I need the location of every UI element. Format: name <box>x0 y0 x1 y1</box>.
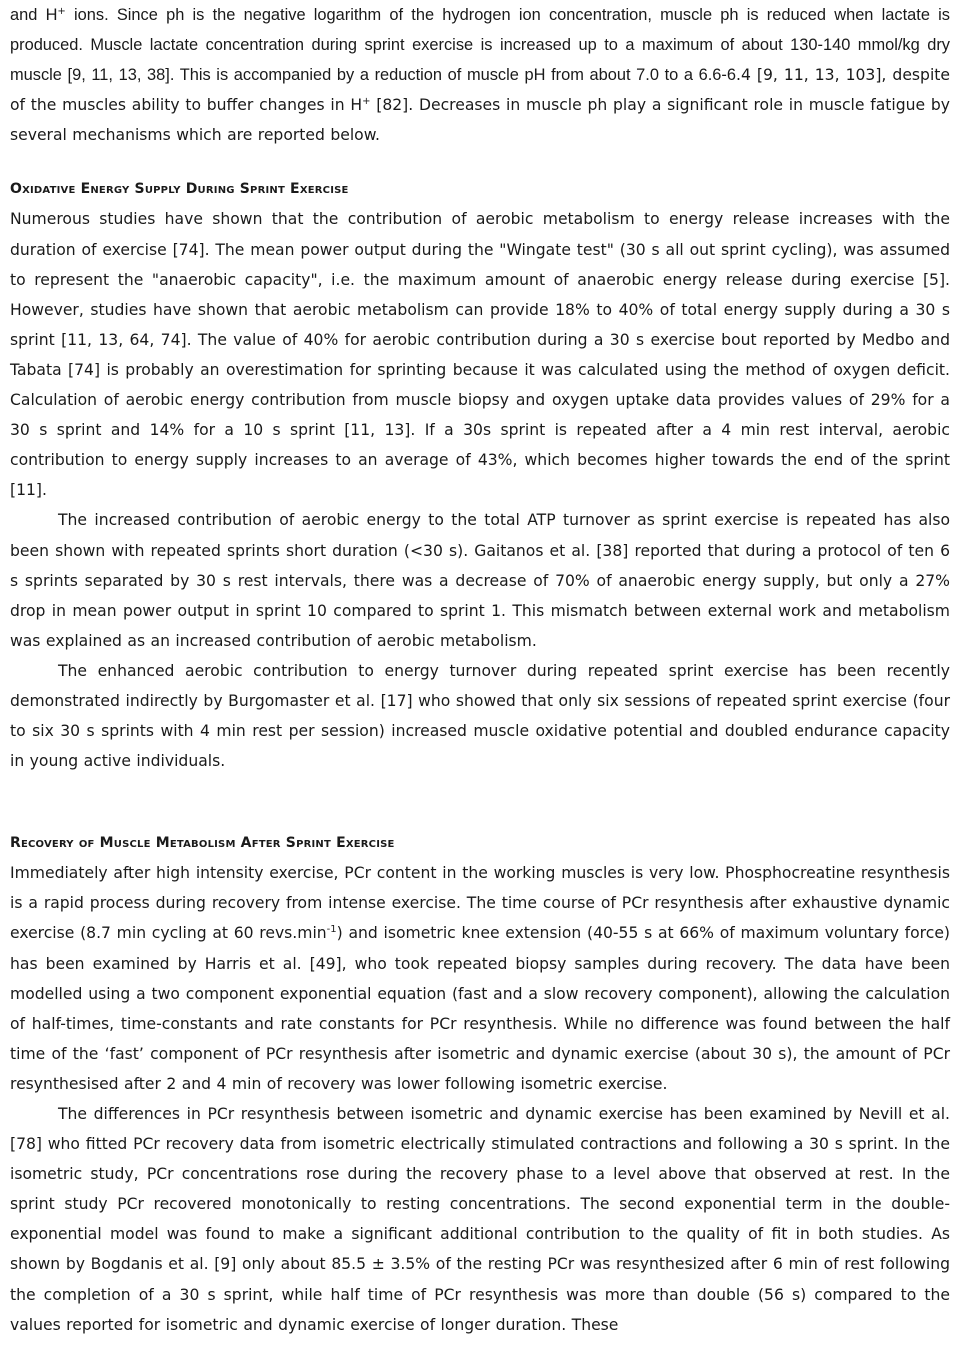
intro-text-d: .4 [9, 11, 13, 103], despite of the muscles ability to buffer changes in H <box>10 66 950 115</box>
section-heading-recovery: Recovery of Muscle Metabolism After Sprint Exercise <box>10 835 395 852</box>
superscript: + <box>57 6 66 17</box>
section-heading-oxidative: Oxidative Energy Supply During Sprint Exercise <box>10 181 349 198</box>
intro-paragraph <box>10 0 950 150</box>
intro-text-a: and H <box>10 6 58 24</box>
paragraph-text: ) and isometric knee extension (40-55 s at 66% of maximum voluntary force) has been examined by Harris et al. [49], who took repeated biopsy samples during recovery. The data have been modelled using a two component exponential equation (fast and a slow recovery component), allowing the calculation of half-times, time-constants and rate constants for PCr resynthesis. While no difference was found between the half time of the ‘fast’ component of PCr resynthesis after isometric and dynamic exercise (about 30 s), the amount of PCr resynthesised after 2 and 4 min of recovery was lower following isometric exercise. <box>10 924 950 1093</box>
paragraph: The increased contribution of aerobic energy to the total ATP turnover as sprint exercise is repeated has also been shown with repeated sprints short duration (<30 s). Gaitanos et al. [38] reported that during a protocol of ten 6 s sprints separated by 30 s rest intervals, there was a decrease of 70% of anaerobic energy supply, but only a 27% drop in mean power output in sprint 10 compared to sprint 1. This mismatch between external work and metabolism was explained as an increased contribution of aerobic metabolism. <box>10 511 950 650</box>
document-page <box>10 0 950 1340</box>
paragraph <box>10 858 950 1099</box>
paragraph-text: Immediately after high intensity exercise, PCr content in the working muscles is very low. Phosphocreatine resynthesis is a rapid process during recovery from intense exercise. The time course of PCr resynthesis after exhaustive dynamic exercise (8.7 min cycling at 60 revs.min <box>10 864 950 943</box>
superscript: -1 <box>326 924 337 936</box>
paragraph: The differences in PCr resynthesis between isometric and dynamic exercise has been examined by Nevill et al. [78] who fitted PCr recovery data from isometric electrically stimulated contractions and following a 30 s sprint. In the isometric study, PCr concentrations rose during the recovery phase to a level above that observed at rest. In the sprint study PCr recovered monotonically to resting concentrations. The second exponential term in the double-exponential model was found to make a significant additional contribution to the quality of fit in both studies. As shown by Bogdanis et al. [9] only about 85.5 ± 3.5% of the resting PCr was resynthesized after 6 min of rest following the completion of a 30 s sprint, while half time of PCr resynthesis was more than double (56 s) compared to the values reported for isometric and dynamic exercise of longer duration. These <box>10 1105 950 1334</box>
paragraph: The enhanced aerobic contribution to energy turnover during repeated sprint exercise has been recently demonstrated indirectly by Burgomaster et al. [17] who showed that only six sessions of repeated sprint exercise (four to six 30 s sprints with 4 min rest per session) increased muscle oxidative potential and doubled endurance capacity in young active individuals. <box>10 661 950 771</box>
intro-text-c: ions. Since ph is the negative logarithm of the hydrogen ion concentration, muscle ph is reduced when lactate is produced. Muscle lactate concentration during sprint exercise is increased up to a maximum of about 130-140 mmol/kg dry muscle [9, 11, 13, 38]. This is accompanied by a reduction of muscle pH from about 7.0 to a 6.6-6 <box>10 6 950 85</box>
superscript: + <box>362 96 371 108</box>
paragraph: Numerous studies have shown that the contribution of aerobic metabolism to energy release increases with the duration of exercise [74]. The mean power output during the "Wingate test" (30 s all out sprint cycling), was assumed to represent the "anaerobic capacity", i.e. the maximum amount of anaerobic energy release during exercise [5]. However, studies have shown that aerobic metabolism can provide 18% to 40% of total energy supply during a 30 s sprint [11, 13, 64, 74]. The value of 40% for aerobic contribution during a 30 s exercise bout reported by Medbo and Tabata [74] is probably an overestimation for sprinting because it was calculated using the method of oxygen deficit. Calculation of aerobic energy contribution from muscle biopsy and oxygen uptake data provides values of 29% for a 30 s sprint and 14% for a 10 s sprint [11, 13]. If a 30s sprint is repeated after a 4 min rest interval, aerobic contribution to energy supply increases to an average of 43%, which becomes higher towards the end of the sprint [11]. <box>10 210 950 500</box>
intro-text-f: [82]. Decreases in muscle ph play a significant role in muscle fatigue by several mechanisms which are reported below. <box>10 96 951 145</box>
